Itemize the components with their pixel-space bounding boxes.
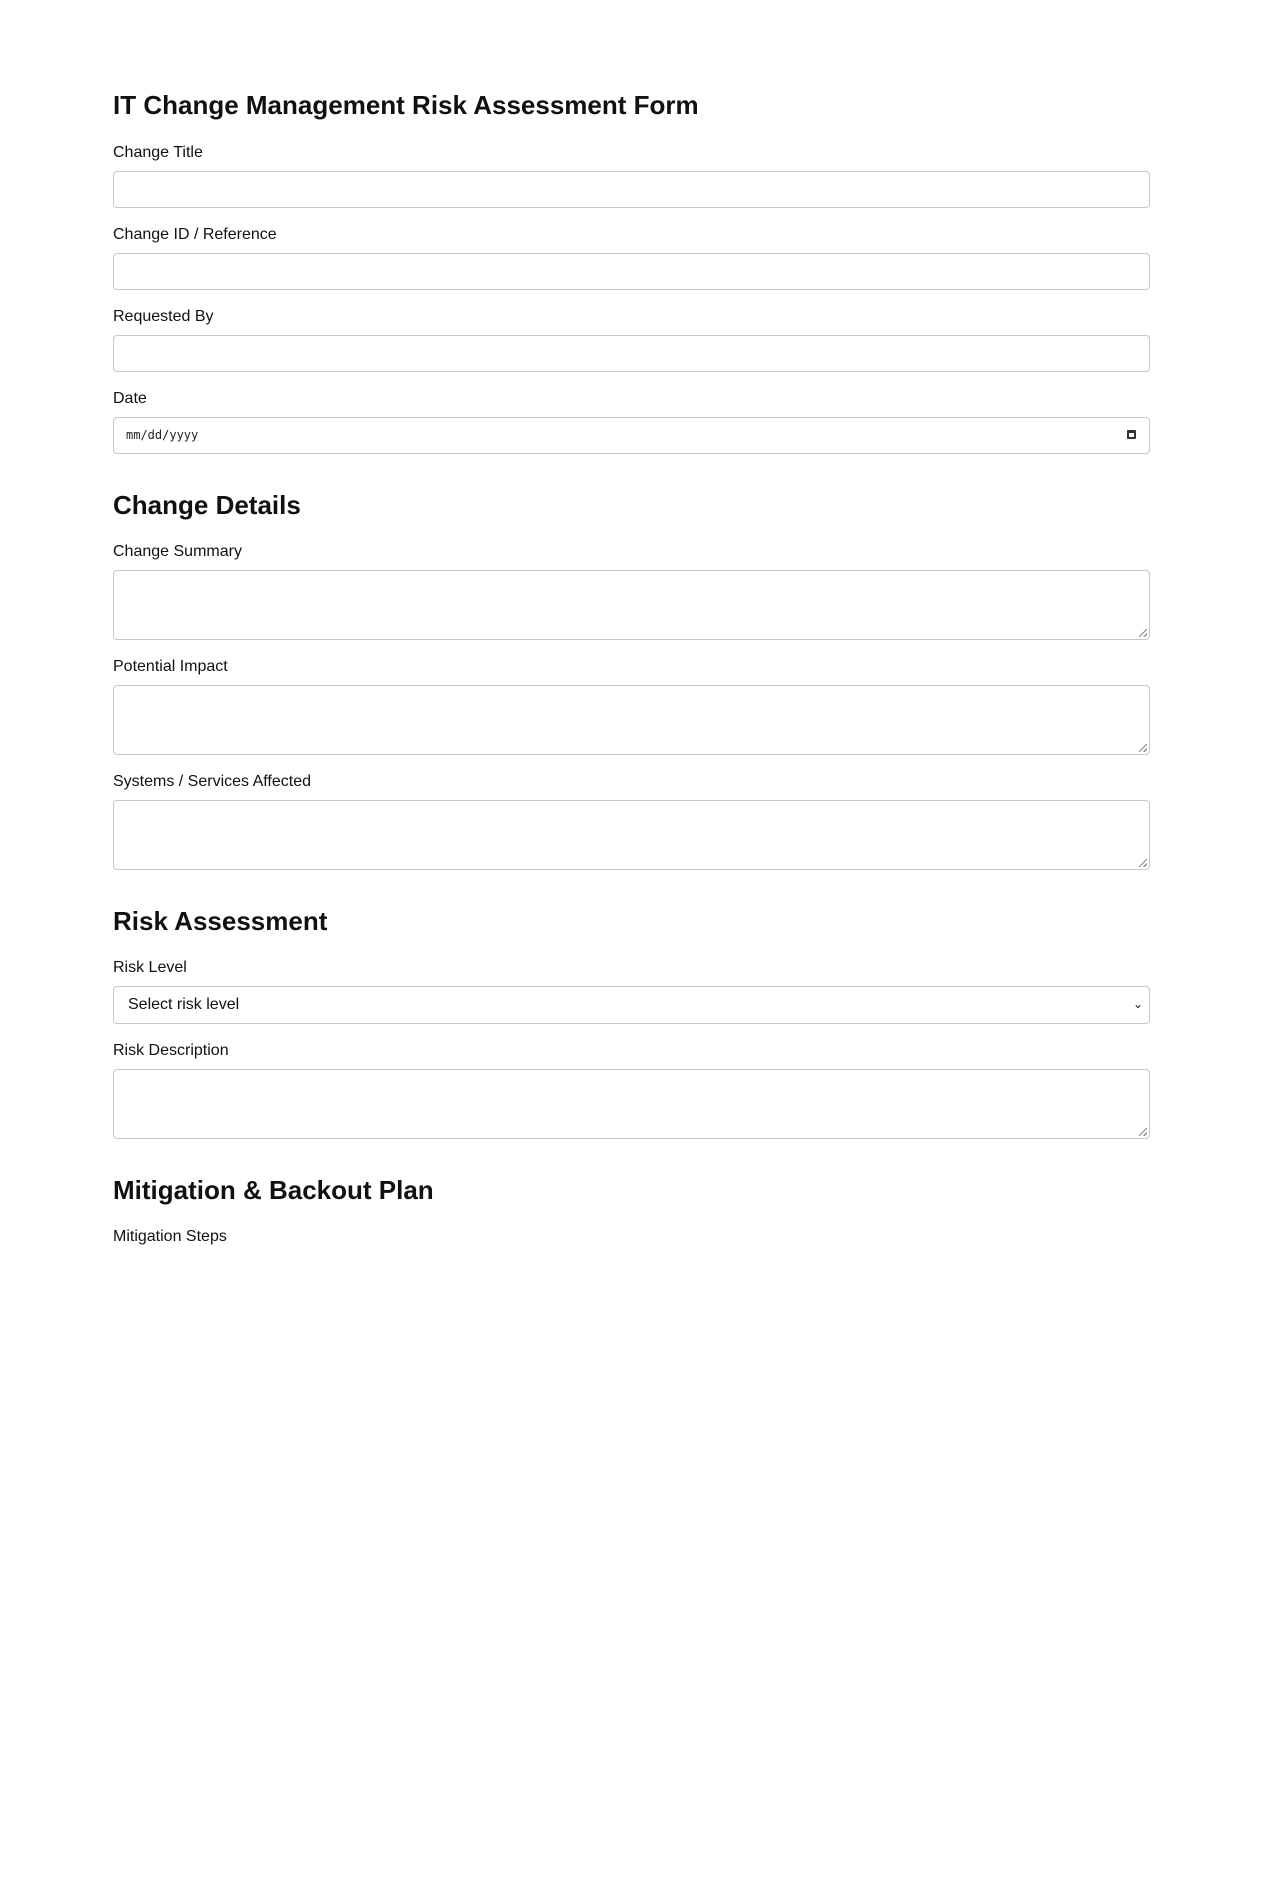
risk-description-textarea[interactable] [113,1069,1150,1139]
risk-level-label: Risk Level [113,959,187,976]
resize-grip-icon[interactable] [1139,859,1147,867]
date-label: Date [113,390,147,407]
requested-by-input[interactable] [113,335,1150,372]
risk-level-select[interactable] [113,986,1150,1024]
resize-grip-icon[interactable] [1139,744,1147,752]
change-details-heading: Change Details [113,490,301,520]
resize-grip-icon[interactable] [1139,1128,1147,1136]
mitigation-heading: Mitigation & Backout Plan [113,1175,434,1205]
risk-description-label: Risk Description [113,1042,229,1059]
change-summary-label: Change Summary [113,543,242,560]
change-title-label: Change Title [113,144,203,161]
risk-assessment-form [113,90,1150,1255]
date-input[interactable] [113,417,1150,454]
risk-level-selected: Select risk level [128,996,240,1013]
potential-impact-textarea[interactable] [113,685,1150,755]
resize-grip-icon[interactable] [1139,629,1147,637]
risk-assessment-heading: Risk Assessment [113,906,328,936]
change-title-input[interactable] [113,171,1150,208]
change-id-input[interactable] [113,253,1150,290]
potential-impact-label: Potential Impact [113,658,228,675]
page-title: IT Change Management Risk Assessment Form [113,90,699,120]
mitigation-steps-label: Mitigation Steps [113,1228,227,1245]
requested-by-label: Requested By [113,308,214,325]
systems-affected-label: Systems / Services Affected [113,773,312,790]
systems-affected-textarea[interactable] [113,800,1150,870]
chevron-down-icon: ⌄ [1132,997,1143,1011]
change-summary-textarea[interactable] [113,570,1150,640]
calendar-icon[interactable] [1127,430,1136,439]
date-placeholder: mm/dd/yyyy [126,428,199,442]
change-id-label: Change ID / Reference [113,226,277,243]
